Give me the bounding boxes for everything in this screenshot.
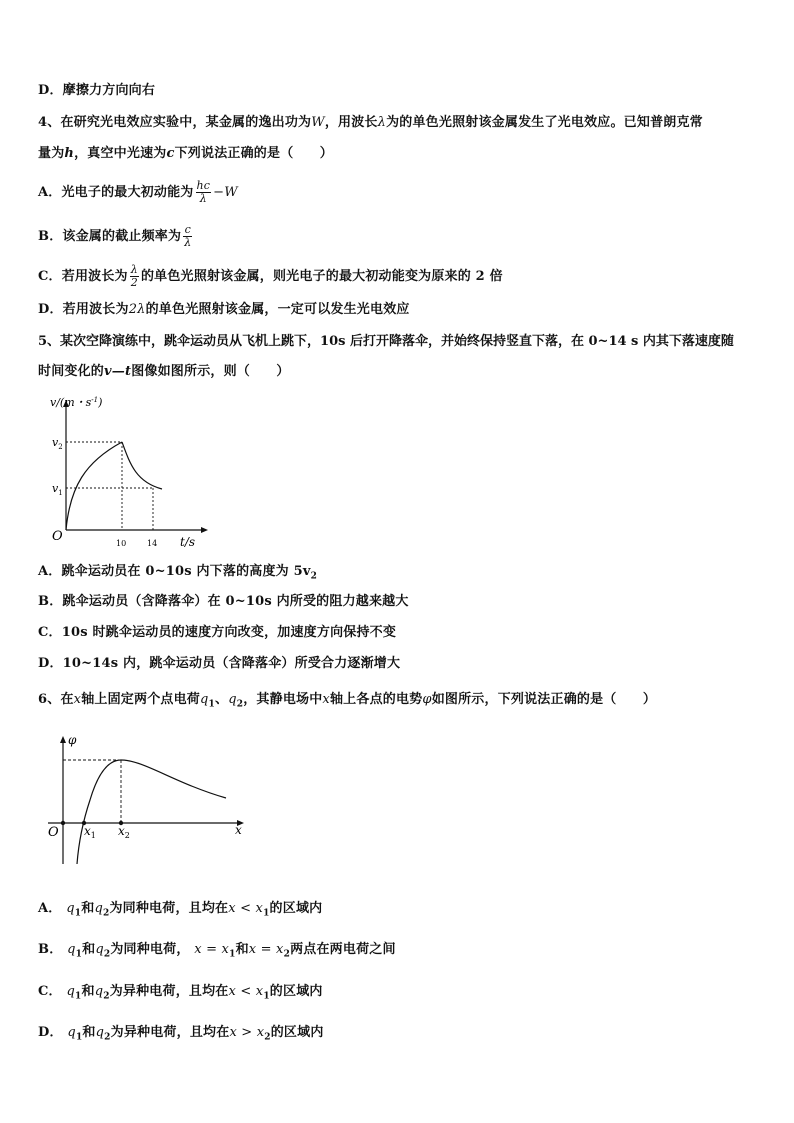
q4-stem-text-e: ，真空中光速为 xyxy=(74,146,167,161)
q5-option-b: B．跳伞运动员（含降落伞）在 0~10s 内所受的阻力越来越大 xyxy=(38,594,409,609)
q6-origin-label: O xyxy=(48,825,59,840)
q6-option-c-cond-sub: 1 xyxy=(263,991,270,1002)
q5-option-a-sub: 2 xyxy=(310,571,318,582)
q4-option-c-suffix: 的单色光照射该金属，则光电子的最大初动能变为原来的 2 倍 xyxy=(140,269,503,284)
q6-potential-graph xyxy=(44,728,254,868)
q6-option-b-q2-sub: 2 xyxy=(103,949,111,960)
q6-option-c xyxy=(38,983,323,1006)
q6-option-c-and: 和 xyxy=(81,984,95,999)
q4-option-a-suffix: −W xyxy=(213,185,238,200)
q5-stem-line2 xyxy=(38,363,290,381)
q6-option-c-label: C． xyxy=(38,984,62,999)
q6-option-a-cond-sub: 1 xyxy=(263,908,270,919)
q5-vt-graph xyxy=(40,392,215,552)
q6-option-d-cond: x > x xyxy=(229,1025,265,1040)
q6-option-b-and: 和 xyxy=(82,942,96,957)
q6-option-b xyxy=(38,941,396,964)
q4-option-b-fraction xyxy=(183,224,192,249)
q6-option-b-tail: 两点在两电荷之间 xyxy=(290,942,396,957)
q6-option-d-q1: q xyxy=(67,1025,76,1040)
q6-option-b-and2: 和 xyxy=(235,942,249,957)
q6-option-b-q2: q xyxy=(95,942,104,957)
q6-stem xyxy=(38,691,656,714)
q6-option-a xyxy=(38,900,322,923)
q6-option-b-q1-sub: 1 xyxy=(75,949,83,960)
q6-stem-b: 轴上固定两个点电荷 xyxy=(81,692,201,707)
q6-option-a-q1: q xyxy=(66,901,75,916)
q6-option-b-text: 为同种电荷， xyxy=(110,942,190,957)
q4-option-a xyxy=(38,180,238,205)
q6-option-b-cond1-sub: 1 xyxy=(229,949,236,960)
q6-phi-label: φ xyxy=(68,733,77,747)
q6-option-a-q2: q xyxy=(94,901,103,916)
q4-option-b-num: c xyxy=(184,223,191,236)
q6-option-a-q2-sub: 2 xyxy=(102,908,110,919)
q5-option-a xyxy=(38,563,317,586)
q6-option-a-q1-sub: 1 xyxy=(74,908,82,919)
q4-option-d-suffix: 的单色光照射该金属，一定可以发生光电效应 xyxy=(145,302,410,317)
q4-option-c-text: C．若用波长为 xyxy=(38,269,128,284)
q6-option-b-cond2: x = x xyxy=(248,942,284,957)
q6-option-c-tail: 的区域内 xyxy=(269,984,323,999)
q6-stem-phi: φ xyxy=(422,692,432,707)
q4-stem-text-d: 量为 xyxy=(38,146,65,161)
q5-tick-14: 14 xyxy=(147,539,158,548)
q4-stem-text-a: 4、在研究光电效应实验中，某金属的逸出功为 xyxy=(38,115,312,130)
q4-stem-line1 xyxy=(38,114,703,132)
q4-wavelength: λ xyxy=(377,115,387,130)
q4-option-d xyxy=(38,301,410,319)
q6-option-b-cond1: x = x xyxy=(194,942,230,957)
q6-option-c-cond: x < x xyxy=(228,984,264,999)
q6-option-d-text: 为异种电荷，且均在 xyxy=(110,1025,230,1040)
q4-option-a-fraction xyxy=(196,180,212,205)
q5-tick-10: 10 xyxy=(116,539,127,548)
q6-x1-label: $x_1$ xyxy=(84,824,96,840)
q5-v2-label: $v_2$ xyxy=(52,436,63,451)
q6-option-c-text: 为异种电荷，且均在 xyxy=(109,984,229,999)
q4-option-a-text: A．光电子的最大初动能为 xyxy=(38,185,194,200)
q6-stem-q2: q xyxy=(228,692,237,707)
q3-option-d: D．摩擦力方向向右 xyxy=(38,83,156,98)
q6-stem-e: 如图所示，下列说法正确的是（ ） xyxy=(431,692,657,707)
q4-option-c-fraction xyxy=(130,264,139,289)
q6-option-d xyxy=(38,1024,324,1047)
q6-stem-sep: 、 xyxy=(215,692,229,707)
q6-option-d-cond-sub: 2 xyxy=(264,1032,271,1043)
q6-option-a-cond: x < x xyxy=(228,901,264,916)
q6-option-d-tail: 的区域内 xyxy=(270,1025,324,1040)
q6-stem-c: ，其静电场中 xyxy=(243,692,323,707)
q6-option-d-q1-sub: 1 xyxy=(75,1032,83,1043)
q6-option-a-and: 和 xyxy=(81,901,95,916)
q4-option-c-den: 2 xyxy=(130,276,138,289)
q6-option-d-label: D． xyxy=(38,1025,63,1040)
q6-option-d-and: 和 xyxy=(82,1025,96,1040)
q6-origin-point xyxy=(61,821,65,825)
q5-vt-label: v—t xyxy=(104,364,132,379)
q6-stem-a: 6、在 xyxy=(38,692,74,707)
q6-stem-q2-sub: 2 xyxy=(236,699,244,710)
q4-option-c xyxy=(38,264,503,289)
q6-x2-label: $x_2$ xyxy=(118,824,130,840)
q4-stem-text-c: 为的单色光照射该金属发生了光电效应。已知普朗克常 xyxy=(386,115,703,130)
q4-option-d-text: D．若用波长为 xyxy=(38,302,129,317)
q6-y-arrow xyxy=(60,736,66,743)
q6-stem-x2: x xyxy=(322,692,330,707)
q5-option-a-text: A．跳伞运动员在 0~10s 内下落的高度为 5v xyxy=(38,564,311,579)
q5-option-d: D．10~14s 内，跳伞运动员（含降落伞）所受合力逐渐增大 xyxy=(38,656,401,671)
q4-option-d-math: 2λ xyxy=(128,302,146,317)
q5-x-arrow xyxy=(201,527,208,533)
q5-v1-label: $v_1$ xyxy=(52,482,63,497)
q4-option-b-text: B．该金属的截止频率为 xyxy=(38,229,182,244)
q6-option-b-q1: q xyxy=(67,942,76,957)
q4-option-c-num: λ xyxy=(130,263,138,276)
q4-stem-text-f: 下列说法正确的是（ ） xyxy=(174,146,333,161)
q4-stem-line2 xyxy=(38,145,333,163)
q4-lightspeed: c xyxy=(166,146,175,161)
q6-stem-q1: q xyxy=(200,692,209,707)
q6-stem-q1-sub: 1 xyxy=(208,699,216,710)
q5-stem-line1: 5、某次空降演练中，跳伞运动员从飞机上跳下，10s 后打开降落伞，并始终保持竖直下落，在 0~14 s 内其下落速度随 xyxy=(38,334,734,349)
q6-x-label: x xyxy=(235,823,242,837)
q6-option-c-q1: q xyxy=(66,984,76,999)
q5-y-label: v/(m・$s^{-1}$) xyxy=(50,396,103,409)
q6-option-b-cond2-sub: 2 xyxy=(283,949,291,960)
q5-decel-curve xyxy=(122,442,162,489)
q6-option-a-tail: 的区域内 xyxy=(269,901,323,916)
q6-stem-d: 轴上各点的电势 xyxy=(329,692,423,707)
q4-option-b xyxy=(38,224,194,249)
q5-accel-curve xyxy=(66,442,122,530)
q6-stem-x: x xyxy=(73,692,82,707)
q6-option-d-q2-sub: 2 xyxy=(104,1032,111,1043)
q6-option-a-text: 为同种电荷，且均在 xyxy=(109,901,229,916)
q4-option-a-den: λ xyxy=(199,192,207,205)
q4-option-a-num: hc xyxy=(196,179,211,192)
q4-stem-text-b: ，用波长 xyxy=(324,115,378,130)
q5-option-c: C．10s 时跳伞运动员的速度方向改变，加速度方向保持不变 xyxy=(38,625,397,640)
q6-option-c-q1-sub: 1 xyxy=(75,991,82,1002)
q5-origin-label: O xyxy=(52,529,63,544)
q5-stem-text-a: 时间变化的 xyxy=(38,364,105,379)
q4-planck: h xyxy=(64,146,75,161)
q5-x-label: t/s xyxy=(180,535,196,549)
q6-option-c-q2: q xyxy=(94,984,104,999)
q6-potential-curve xyxy=(77,760,226,864)
q6-option-b-label: B． xyxy=(38,942,63,957)
q6-option-c-q2-sub: 2 xyxy=(103,991,110,1002)
q4-option-b-den: λ xyxy=(184,236,192,249)
q6-option-d-q2: q xyxy=(95,1025,105,1040)
q6-option-a-label: A． xyxy=(38,901,62,916)
q4-work-function: W xyxy=(311,115,325,130)
q5-stem-text-b: 图像如图所示，则（ ） xyxy=(131,364,290,379)
